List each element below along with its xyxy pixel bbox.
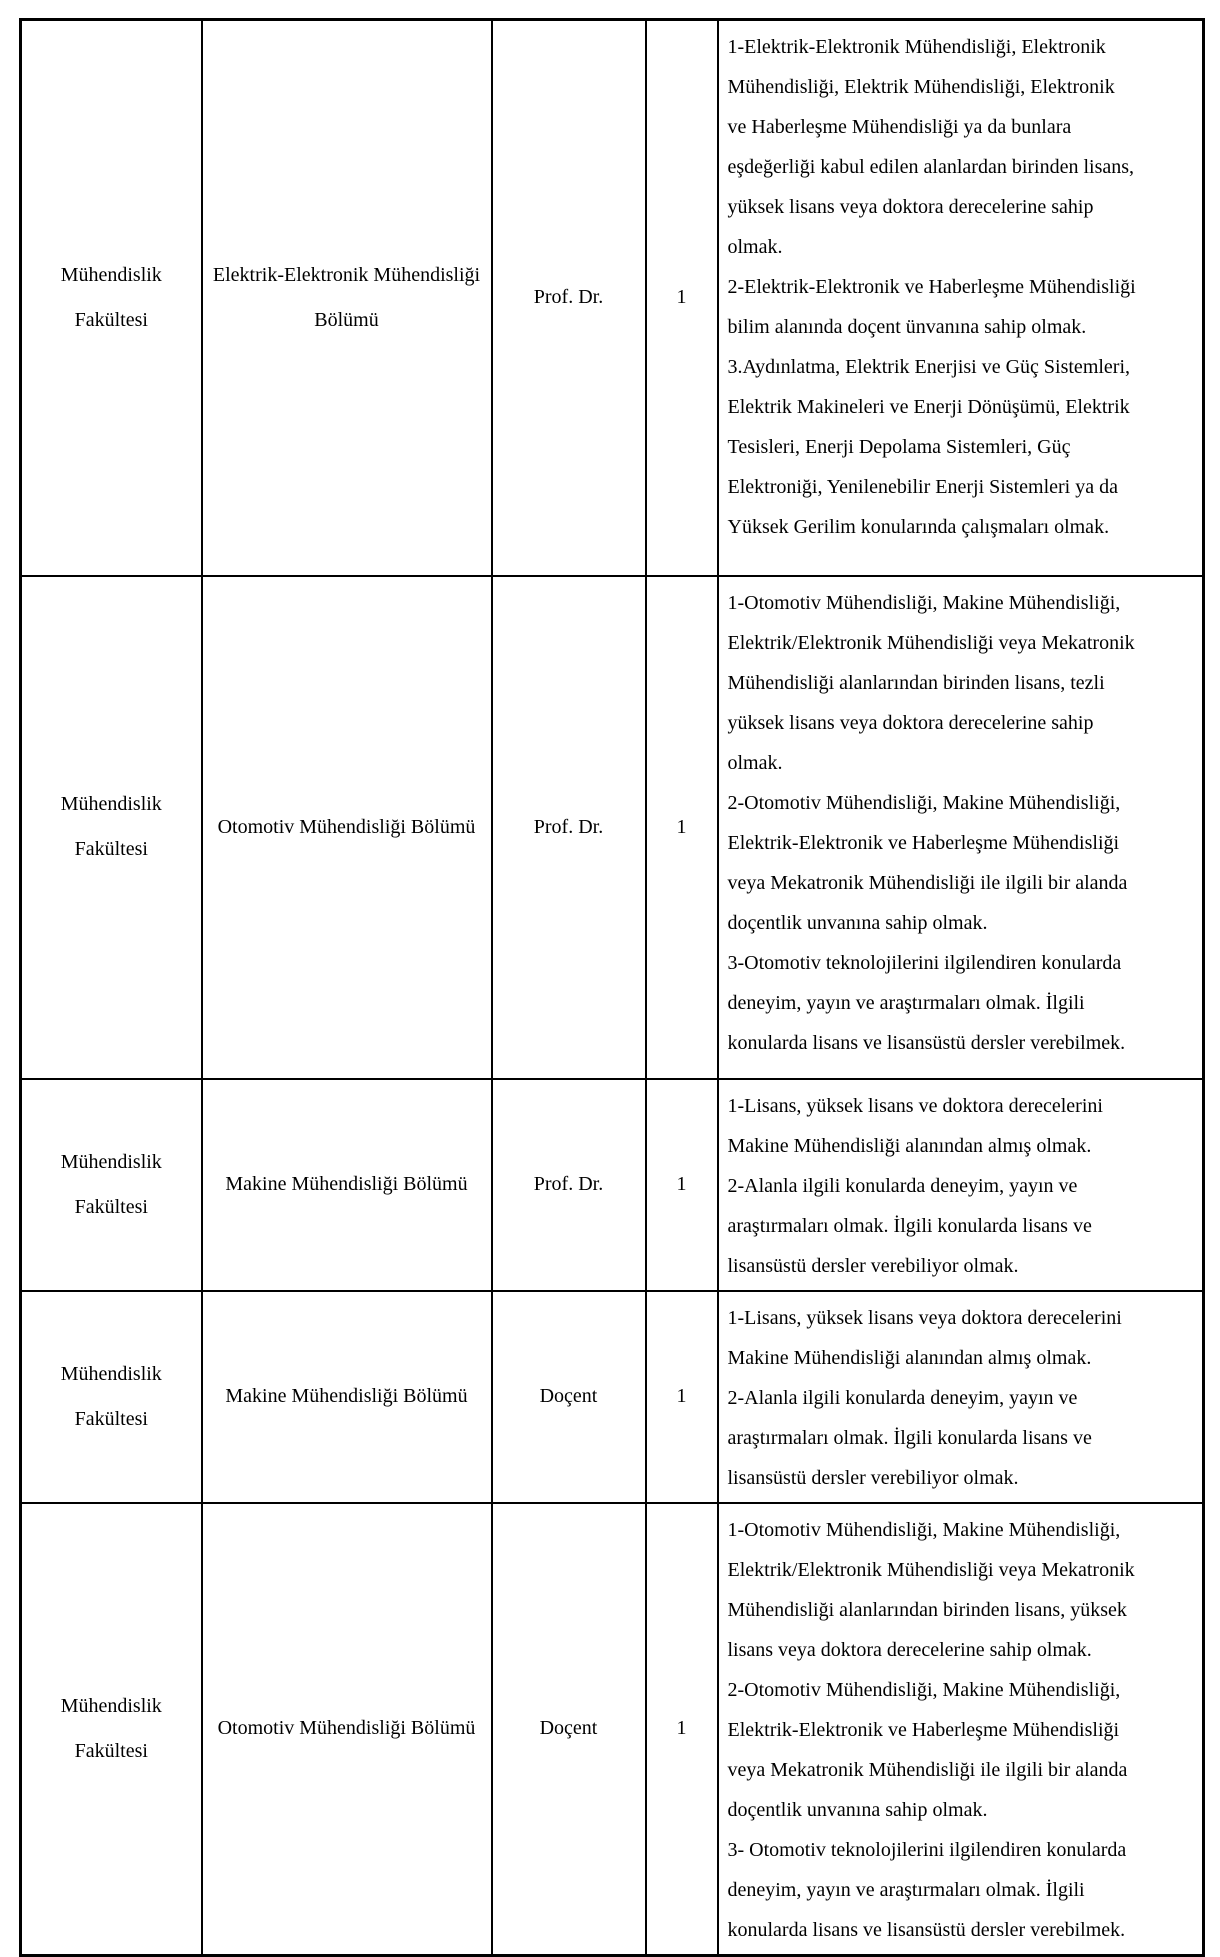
table-row bbox=[21, 1079, 1204, 1291]
requirement-line: bilim alanında doçent ünvanına sahip olmak. bbox=[727, 316, 1087, 338]
faculty-cell: Mühendislik Fakültesi bbox=[21, 576, 202, 1079]
department-cell: Elektrik-Elektronik Mühendisliği Bölümü bbox=[202, 20, 492, 576]
requirements-cell bbox=[718, 1503, 1204, 1956]
requirement-line: doçentlik unvanına sahip olmak. bbox=[727, 911, 988, 934]
requirement-line: 1-Otomotiv Mühendisliği, Makine Mühendisliği, bbox=[727, 591, 1121, 614]
requirement-line: 1-Elektrik-Elektronik Mühendisliği, Elektronik bbox=[727, 36, 1106, 58]
faculty-cell: Mühendislik Fakültesi bbox=[21, 1079, 202, 1291]
requirement-line: veya Mekatronik Mühendisliği ile ilgili bir alanda bbox=[727, 1758, 1128, 1781]
requirement-line: Yüksek Gerilim konularında çalışmaları olmak. bbox=[727, 516, 1110, 538]
requirement-line: Tesisleri, Enerji Depolama Sistemleri, Güç bbox=[727, 436, 1071, 458]
department-cell: Makine Mühendisliği Bölümü bbox=[202, 1291, 492, 1503]
requirement-line: 3- Otomotiv teknolojilerini ilgilendiren konularda bbox=[727, 1838, 1127, 1861]
requirement-line: Elektrik-Elektronik ve Haberleşme Mühendisliği bbox=[727, 831, 1120, 854]
faculty-cell: Mühendislik Fakültesi bbox=[21, 1291, 202, 1503]
faculty-cell: Mühendislik Fakültesi bbox=[21, 1503, 202, 1956]
requirement-line: deneyim, yayın ve araştırmaları olmak. İlgili bbox=[727, 991, 1085, 1014]
requirement-line: Elektrik/Elektronik Mühendisliği veya Mekatronik bbox=[727, 1558, 1135, 1581]
requirement-line: Elektrik/Elektronik Mühendisliği veya Mekatronik bbox=[727, 631, 1135, 654]
requirement-line: 1-Lisans, yüksek lisans ve doktora derecelerini bbox=[727, 1094, 1103, 1117]
academic-title-cell: Doçent bbox=[492, 1503, 646, 1956]
position-count-cell: 1 bbox=[646, 20, 718, 576]
requirement-line: araştırmaları olmak. İlgili konularda lisans ve bbox=[727, 1214, 1092, 1237]
faculty-cell: Mühendislik Fakültesi bbox=[21, 20, 202, 576]
requirement-line: Mühendisliği alanlarından birinden lisans, tezli bbox=[727, 671, 1105, 694]
requirements-cell bbox=[718, 1291, 1204, 1503]
academic-title-cell: Prof. Dr. bbox=[492, 1079, 646, 1291]
requirement-line: Makine Mühendisliği alanından almış olmak. bbox=[727, 1134, 1092, 1157]
requirement-line: Elektrik Makineleri ve Enerji Dönüşümü, Elektrik bbox=[727, 396, 1130, 418]
requirement-line: Elektroniği, Yenilenebilir Enerji Sistemleri ya da bbox=[727, 476, 1118, 498]
requirement-line: araştırmaları olmak. İlgili konularda lisans ve bbox=[727, 1426, 1092, 1449]
table-row bbox=[21, 576, 1204, 1079]
requirement-line: ve Haberleşme Mühendisliği ya da bunlara bbox=[727, 116, 1072, 138]
requirement-line: 2-Elektrik-Elektronik ve Haberleşme Mühendisliği bbox=[727, 276, 1136, 298]
position-count-cell: 1 bbox=[646, 1503, 718, 1956]
requirement-line: yüksek lisans veya doktora derecelerine sahip bbox=[727, 196, 1094, 218]
requirement-line: 1-Otomotiv Mühendisliği, Makine Mühendisliği, bbox=[727, 1518, 1121, 1541]
requirements-cell bbox=[718, 1079, 1204, 1291]
requirements-cell bbox=[718, 576, 1204, 1079]
table-body bbox=[21, 20, 1204, 1956]
requirement-line: 3-Otomotiv teknolojilerini ilgilendiren konularda bbox=[727, 951, 1122, 974]
requirement-line: 2-Alanla ilgili konularda deneyim, yayın ve bbox=[727, 1386, 1078, 1409]
requirement-line: doçentlik unvanına sahip olmak. bbox=[727, 1798, 988, 1821]
department-cell: Makine Mühendisliği Bölümü bbox=[202, 1079, 492, 1291]
academic-title-cell: Prof. Dr. bbox=[492, 576, 646, 1079]
requirement-line: 2-Alanla ilgili konularda deneyim, yayın ve bbox=[727, 1174, 1078, 1197]
requirement-line: Elektrik-Elektronik ve Haberleşme Mühendisliği bbox=[727, 1718, 1120, 1741]
requirement-line: 2-Otomotiv Mühendisliği, Makine Mühendisliği, bbox=[727, 1678, 1121, 1701]
academic-title-cell: Prof. Dr. bbox=[492, 20, 646, 576]
requirement-line: deneyim, yayın ve araştırmaları olmak. İlgili bbox=[727, 1878, 1085, 1901]
requirement-line: olmak. bbox=[727, 751, 783, 774]
requirement-line: 1-Lisans, yüksek lisans veya doktora derecelerini bbox=[727, 1306, 1122, 1329]
requirement-line: lisansüstü dersler verebiliyor olmak. bbox=[727, 1466, 1019, 1489]
requirements-cell bbox=[718, 20, 1204, 576]
requirement-line: Makine Mühendisliği alanından almış olmak. bbox=[727, 1346, 1092, 1369]
requirement-line: lisansüstü dersler verebiliyor olmak. bbox=[727, 1254, 1019, 1277]
requirement-line: Mühendisliği alanlarından birinden lisans, yüksek bbox=[727, 1598, 1127, 1621]
requirement-line: yüksek lisans veya doktora derecelerine sahip bbox=[727, 711, 1094, 734]
position-count-cell: 1 bbox=[646, 1291, 718, 1503]
requirement-line: 3.Aydınlatma, Elektrik Enerjisi ve Güç Sistemleri, bbox=[727, 356, 1131, 378]
requirement-line: 2-Otomotiv Mühendisliği, Makine Mühendisliği, bbox=[727, 791, 1121, 814]
job-positions-table bbox=[19, 18, 1205, 1957]
requirement-line: konularda lisans ve lisansüstü dersler verebilmek. bbox=[727, 1918, 1126, 1941]
academic-title-cell: Doçent bbox=[492, 1291, 646, 1503]
requirement-line: veya Mekatronik Mühendisliği ile ilgili bir alanda bbox=[727, 871, 1128, 894]
table-row bbox=[21, 1503, 1204, 1956]
table-row bbox=[21, 20, 1204, 576]
requirement-line: Mühendisliği, Elektrik Mühendisliği, Elektronik bbox=[727, 76, 1115, 98]
position-count-cell: 1 bbox=[646, 576, 718, 1079]
requirement-line: lisans veya doktora derecelerine sahip olmak. bbox=[727, 1638, 1092, 1661]
department-cell: Otomotiv Mühendisliği Bölümü bbox=[202, 1503, 492, 1956]
department-cell: Otomotiv Mühendisliği Bölümü bbox=[202, 576, 492, 1079]
requirement-line: eşdeğerliği kabul edilen alanlardan birinden lisans, bbox=[727, 156, 1135, 178]
requirement-line: olmak. bbox=[727, 236, 783, 258]
position-count-cell: 1 bbox=[646, 1079, 718, 1291]
table-row bbox=[21, 1291, 1204, 1503]
requirement-line: konularda lisans ve lisansüstü dersler verebilmek. bbox=[727, 1031, 1126, 1054]
